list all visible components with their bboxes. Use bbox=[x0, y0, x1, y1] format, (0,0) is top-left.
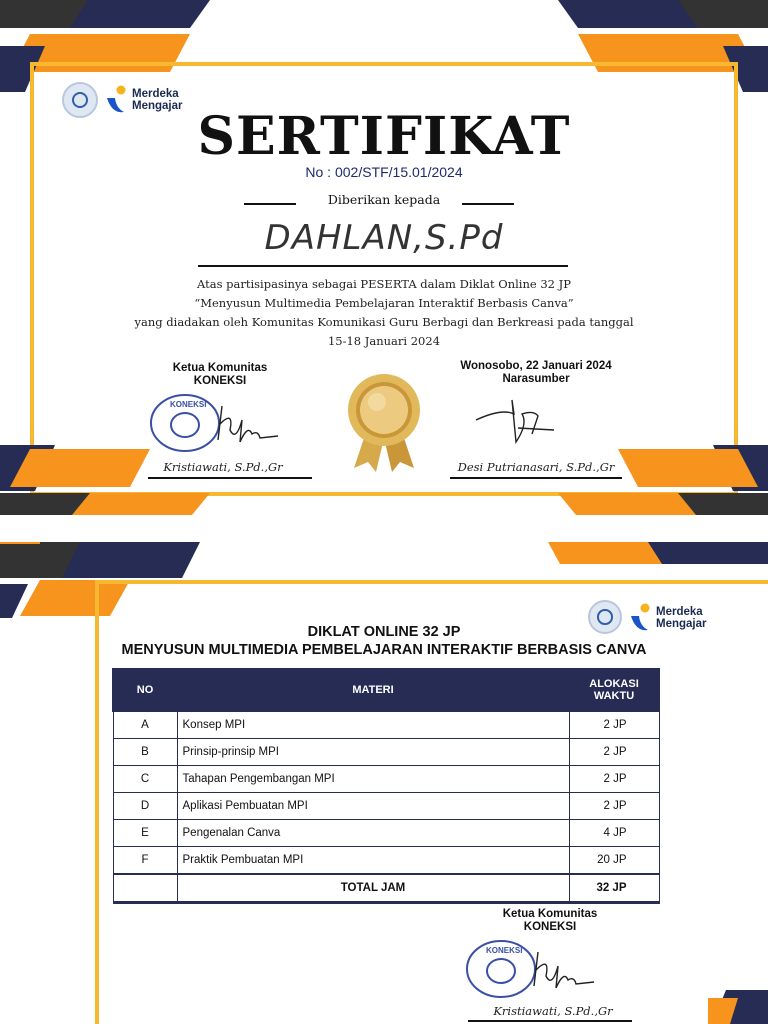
p2-sig-title-line2: KONEKSI bbox=[523, 921, 577, 934]
alokasi-line1: ALOKASI bbox=[589, 678, 639, 690]
recipient-underline bbox=[198, 265, 568, 267]
table-row bbox=[113, 793, 659, 820]
left-signature-title bbox=[140, 362, 300, 388]
table-row bbox=[113, 739, 659, 766]
p2-bottom-right-decoration bbox=[708, 990, 768, 1024]
right-signature-name: Desi Putrianasari, S.Pd.,Gr bbox=[457, 460, 615, 474]
right-signature-title bbox=[446, 360, 626, 386]
left-signature-name: Kristiawati, S.Pd.,Gr bbox=[163, 460, 283, 474]
row-materi: Aplikasi Pembuatan MPI bbox=[177, 793, 569, 820]
row-waktu: 2 JP bbox=[569, 739, 659, 766]
left-signature-scribble bbox=[208, 400, 292, 450]
column-header-alokasi bbox=[569, 669, 659, 711]
left-sig-title-line2: KONEKSI bbox=[193, 375, 247, 388]
given-to-line-right bbox=[462, 203, 514, 205]
row-waktu: 2 JP bbox=[569, 793, 659, 820]
p2-sig-title-line1: Ketua Komunitas bbox=[502, 908, 598, 920]
logo-line1: Merdeka bbox=[132, 88, 179, 100]
curriculum-heading-1: DIKLAT ONLINE 32 JP bbox=[307, 624, 461, 640]
p2-signature-scribble bbox=[524, 946, 608, 996]
left-signature-line bbox=[148, 477, 312, 479]
left-sig-title-line1: Ketua Komunitas bbox=[172, 362, 268, 374]
stamp-text: KONEKSI bbox=[170, 400, 207, 409]
row-materi: Pengenalan Canva bbox=[177, 820, 569, 847]
total-empty-cell bbox=[113, 874, 177, 903]
curriculum-heading-2: MENYUSUN MULTIMEDIA PEMBELAJARAN INTERAKTIF BERBASIS CANVA bbox=[121, 642, 647, 658]
column-header-materi: MATERI bbox=[177, 669, 569, 711]
row-no: C bbox=[113, 766, 177, 793]
right-sig-title-line2: Narasumber bbox=[502, 373, 570, 386]
body-line-3: yang diadakan oleh Komunitas Komunikasi Guru Berbagi dan Berkreasi pada tanggal bbox=[134, 315, 634, 329]
table-row bbox=[113, 766, 659, 793]
certificate-title: SERTIFIKAT bbox=[197, 106, 571, 167]
table-row bbox=[113, 847, 659, 875]
row-materi: Konsep MPI bbox=[177, 711, 569, 739]
row-waktu: 4 JP bbox=[569, 820, 659, 847]
row-no: E bbox=[113, 820, 177, 847]
column-header-no: NO bbox=[113, 669, 177, 711]
curriculum-page bbox=[0, 542, 768, 1024]
row-no: A bbox=[113, 711, 177, 739]
bottom-left-decoration bbox=[0, 445, 230, 515]
p2-signature-line bbox=[468, 1020, 632, 1022]
given-to-label: Diberikan kepada bbox=[327, 192, 441, 207]
row-materi: Tahapan Pengembangan MPI bbox=[177, 766, 569, 793]
row-materi: Praktik Pembuatan MPI bbox=[177, 847, 569, 875]
gold-medal-icon bbox=[344, 372, 424, 472]
certificate-body bbox=[0, 275, 768, 351]
bottom-right-decoration bbox=[538, 445, 768, 515]
body-line-2: “Menyusun Multimedia Pembelajaran Interaktif Berbasis Canva” bbox=[194, 296, 574, 310]
curriculum-table bbox=[112, 668, 660, 904]
p2-top-right-decoration bbox=[538, 542, 768, 572]
p2-logo-line1: Merdeka bbox=[656, 606, 703, 618]
row-waktu: 20 JP bbox=[569, 847, 659, 875]
row-no: F bbox=[113, 847, 177, 875]
p2-signature-name: Kristiawati, S.Pd.,Gr bbox=[493, 1004, 613, 1018]
body-line-4: 15-18 Januari 2024 bbox=[327, 334, 441, 348]
logo-line2: Mengajar bbox=[132, 100, 183, 113]
table-row bbox=[113, 711, 659, 739]
p2-stamp-text: KONEKSI bbox=[486, 946, 523, 955]
alokasi-line2: WAKTU bbox=[593, 690, 635, 702]
row-waktu: 2 JP bbox=[569, 766, 659, 793]
total-label: TOTAL JAM bbox=[177, 874, 569, 903]
body-line-1: Atas partisipasinya sebagai PESERTA dalam Diklat Online 32 JP bbox=[197, 277, 571, 291]
p2-logo-line2: Mengajar bbox=[656, 618, 707, 631]
table-header-row bbox=[113, 669, 659, 711]
total-row bbox=[113, 874, 659, 903]
table-row bbox=[113, 820, 659, 847]
page-gap bbox=[0, 515, 768, 542]
row-no: B bbox=[113, 739, 177, 766]
certificate-number: No : 002/STF/15.01/2024 bbox=[305, 164, 463, 180]
recipient-name: DAHLAN,S.Pd bbox=[264, 218, 504, 258]
total-value: 32 JP bbox=[569, 874, 659, 903]
right-sig-title-line1: Wonosobo, 22 Januari 2024 bbox=[460, 360, 612, 372]
row-no: D bbox=[113, 793, 177, 820]
row-materi: Prinsip-prinsip MPI bbox=[177, 739, 569, 766]
p2-signature-title bbox=[470, 908, 630, 934]
right-signature-scribble bbox=[472, 394, 562, 450]
row-waktu: 2 JP bbox=[569, 711, 659, 739]
right-signature-line bbox=[450, 477, 622, 479]
